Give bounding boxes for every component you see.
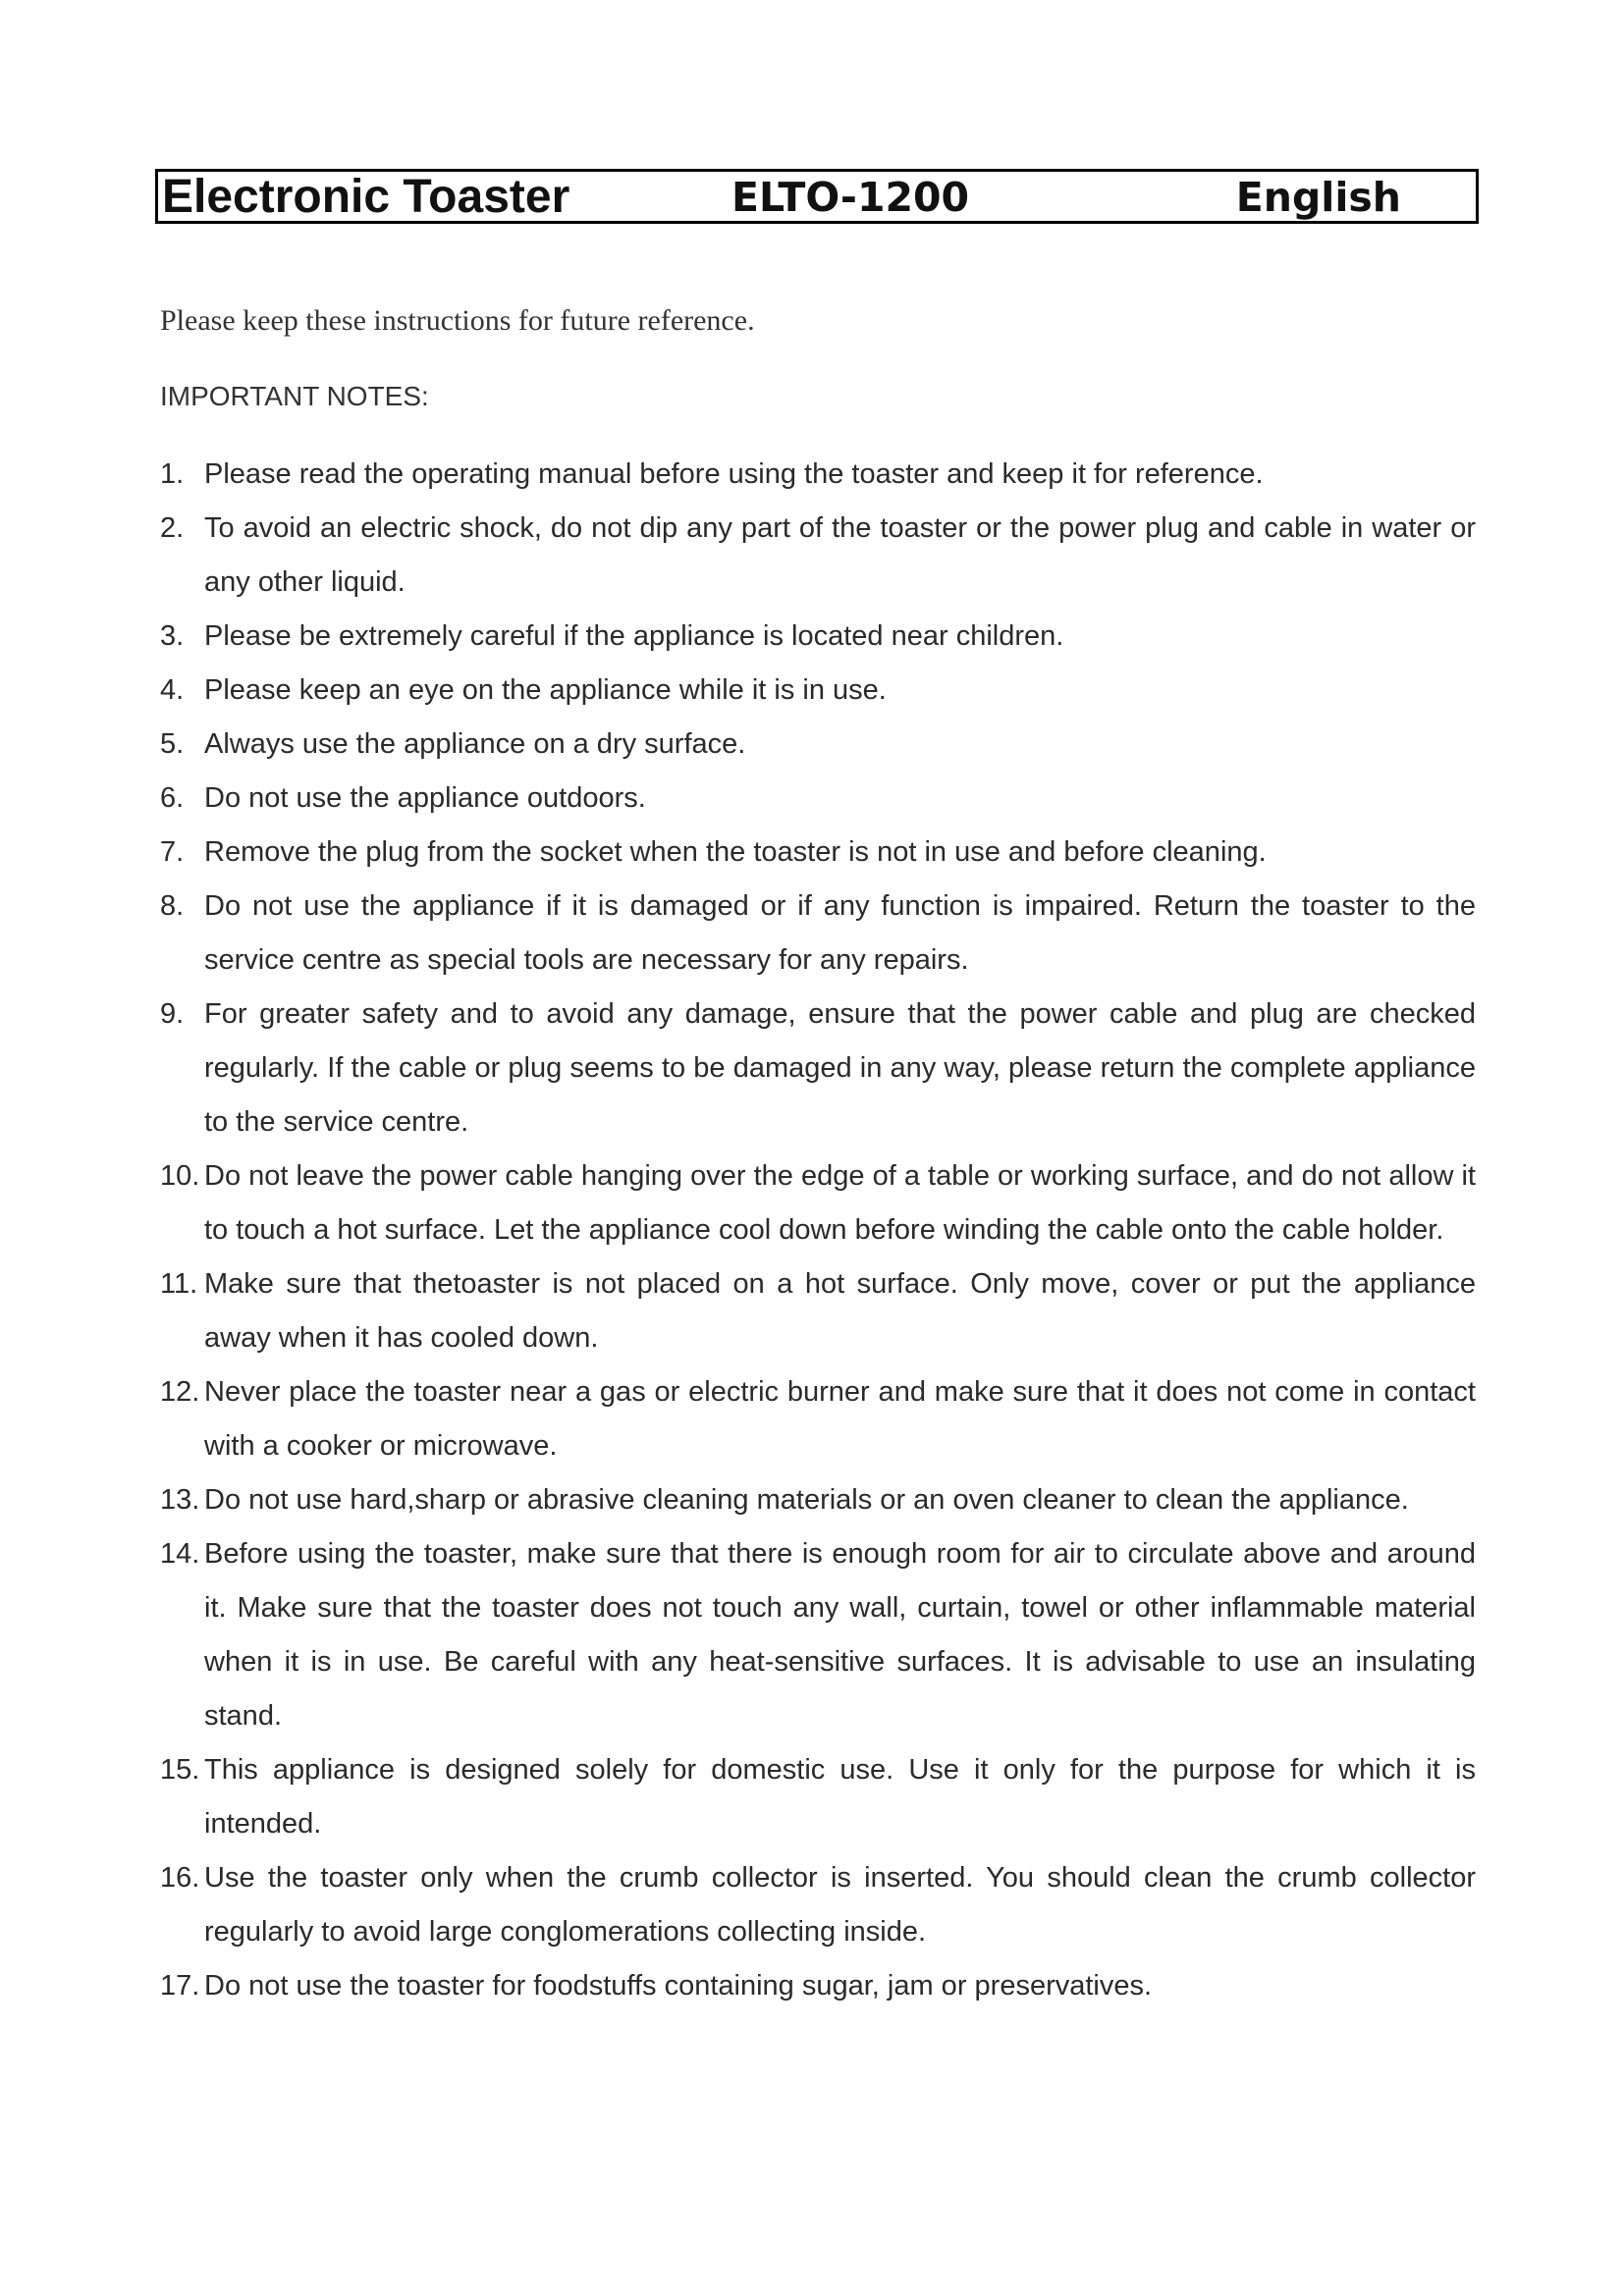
note-number: 10. bbox=[160, 1160, 200, 1192]
note-text: Make sure that thetoaster is not placed on a hot surface. Only move, cover or put the appliance away when it has cooled down. bbox=[204, 1268, 1476, 1354]
note-text: Please read the operating manual before using the toaster and keep it for reference. bbox=[204, 458, 1264, 490]
note-text: Always use the appliance on a dry surface. bbox=[204, 728, 746, 760]
note-item-10 bbox=[160, 1149, 1476, 1257]
note-item-7 bbox=[160, 826, 1476, 880]
note-item-5 bbox=[160, 718, 1476, 772]
note-number: 16. bbox=[160, 1862, 200, 1894]
note-item-3 bbox=[160, 610, 1476, 664]
note-number: 13. bbox=[160, 1484, 200, 1516]
model-number: ELTO-1200 bbox=[731, 174, 970, 221]
note-item-13 bbox=[160, 1473, 1476, 1527]
note-item-1 bbox=[160, 448, 1476, 502]
note-item-15 bbox=[160, 1743, 1476, 1851]
note-text: Please be extremely careful if the appliance is located near children. bbox=[204, 620, 1064, 652]
note-text: Never place the toaster near a gas or electric burner and make sure that it does not come in contact with a cooker or microwave. bbox=[204, 1376, 1476, 1462]
note-number: 17. bbox=[160, 1970, 200, 2002]
note-text: Do not use hard,sharp or abrasive cleaning materials or an oven cleaner to clean the appliance. bbox=[204, 1484, 1409, 1516]
note-number: 4. bbox=[160, 674, 185, 706]
note-item-16 bbox=[160, 1851, 1476, 1959]
note-item-9 bbox=[160, 988, 1476, 1149]
note-text: To avoid an electric shock, do not dip any part of the toaster or the power plug and cable in water or any other liquid. bbox=[204, 512, 1476, 598]
note-item-17 bbox=[160, 1959, 1476, 2013]
note-text: Do not use the appliance if it is damaged or if any function is impaired. Return the toaster to the service centre as special tools are necessary for any repairs. bbox=[204, 890, 1476, 976]
note-item-11 bbox=[160, 1257, 1476, 1365]
note-text: Do not leave the power cable hanging over the edge of a table or working surface, and do not allow it to touch a hot surface. Let the appliance cool down before winding the cable onto the cable holder. bbox=[204, 1160, 1476, 1246]
notes-heading: IMPORTANT NOTES: bbox=[160, 381, 429, 411]
note-item-14 bbox=[160, 1527, 1476, 1743]
note-text: Please keep an eye on the appliance while it is in use. bbox=[204, 674, 887, 706]
note-number: 8. bbox=[160, 890, 185, 922]
note-item-2 bbox=[160, 502, 1476, 610]
important-notes-list bbox=[160, 448, 1476, 2013]
note-number: 3. bbox=[160, 620, 185, 652]
note-number: 7. bbox=[160, 836, 185, 868]
note-number: 1. bbox=[160, 458, 185, 490]
note-text: For greater safety and to avoid any damage, ensure that the power cable and plug are checked regularly. If the cable or plug seems to be damaged in any way, please return the complete appliance to the service centre. bbox=[204, 998, 1476, 1138]
note-number: 14. bbox=[160, 1538, 200, 1570]
note-number: 11. bbox=[160, 1268, 198, 1300]
note-item-12 bbox=[160, 1365, 1476, 1473]
note-item-6 bbox=[160, 772, 1476, 826]
note-item-8 bbox=[160, 880, 1476, 988]
note-text: Remove the plug from the socket when the toaster is not in use and before cleaning. bbox=[204, 836, 1267, 868]
note-number: 2. bbox=[160, 512, 185, 544]
note-text: This appliance is designed solely for domestic use. Use it only for the purpose for which it is intended. bbox=[204, 1754, 1476, 1840]
note-number: 12. bbox=[160, 1376, 200, 1408]
intro-text: Please keep these instructions for future reference. bbox=[160, 304, 755, 337]
note-text: Do not use the toaster for foodstuffs containing sugar, jam or preservatives. bbox=[204, 1970, 1153, 2002]
document-title: Electronic Toaster bbox=[162, 171, 570, 223]
header-box bbox=[155, 169, 1479, 224]
language-label: English bbox=[1235, 174, 1401, 221]
note-item-4 bbox=[160, 664, 1476, 718]
note-text: Do not use the appliance outdoors. bbox=[204, 782, 646, 814]
note-text: Before using the toaster, make sure that there is enough room for air to circulate above and around it. Make sure that the toaster does not touch any wall, curtain, towel or other inflammable material when it is in use. Be careful with any heat-sensitive surfaces. It is advisable to use an insulating stand. bbox=[204, 1538, 1476, 1732]
note-number: 6. bbox=[160, 782, 185, 814]
note-number: 9. bbox=[160, 998, 185, 1030]
note-number: 5. bbox=[160, 728, 185, 760]
note-number: 15. bbox=[160, 1754, 200, 1786]
note-text: Use the toaster only when the crumb collector is inserted. You should clean the crumb collector regularly to avoid large conglomerations collecting inside. bbox=[204, 1862, 1476, 1948]
